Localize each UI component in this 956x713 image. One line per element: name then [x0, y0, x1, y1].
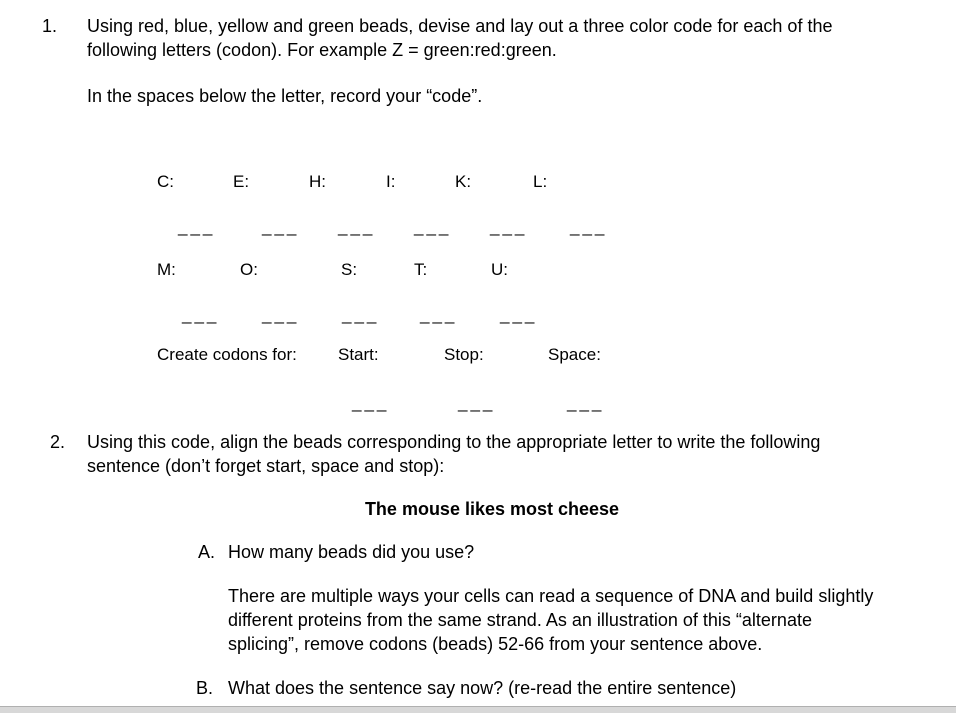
q2-line2: sentence (don’t forget start, space and stop): — [87, 456, 445, 476]
blank-m[interactable]: ___ — [182, 305, 220, 324]
letter-e: E: — [233, 172, 250, 191]
splicing-para-line1: There are multiple ways your cells can read a sequence of DNA and build slightly — [228, 586, 874, 606]
q1-number: 1. — [42, 16, 58, 36]
q2-number: 2. — [50, 432, 66, 452]
letter-h: H: — [309, 172, 326, 191]
blank-o[interactable]: ___ — [262, 305, 300, 324]
blank-t[interactable]: ___ — [420, 305, 458, 324]
letter-c: C: — [157, 172, 174, 191]
blank-l[interactable]: ___ — [570, 217, 608, 236]
letter-k: K: — [455, 172, 472, 191]
q1-line2: following letters (codon). For example Z = green:red:green. — [87, 40, 557, 60]
q2-line1: Using this code, align the beads corresponding to the appropriate letter to write the following — [87, 432, 821, 452]
splicing-para-line3: splicing”, remove codons (beads) 52-66 from your sentence above. — [228, 634, 763, 654]
codon-start-label: Start: — [338, 345, 379, 364]
codon-stop-label: Stop: — [444, 345, 484, 364]
letter-l: L: — [533, 172, 548, 191]
q2-b-text: What does the sentence say now? (re-read the entire sentence) — [228, 678, 737, 698]
blank-space[interactable]: ___ — [567, 393, 605, 412]
blank-s[interactable]: ___ — [342, 305, 380, 324]
blank-stop[interactable]: ___ — [458, 393, 496, 412]
blank-h[interactable]: ___ — [338, 217, 376, 236]
blank-e[interactable]: ___ — [262, 217, 300, 236]
letter-t: T: — [414, 260, 428, 279]
q1-line1: Using red, blue, yellow and green beads, devise and lay out a three color code for each of the — [87, 16, 833, 36]
letter-u: U: — [491, 260, 508, 279]
q2-a-text: How many beads did you use? — [228, 542, 475, 562]
q2-sentence: The mouse likes most cheese — [364, 499, 620, 519]
letter-i: I: — [386, 172, 396, 191]
blank-i[interactable]: ___ — [414, 217, 452, 236]
q2-b-label: B. — [196, 678, 214, 698]
codons-label: Create codons for: — [157, 345, 297, 364]
blank-k[interactable]: ___ — [490, 217, 528, 236]
q1-instruction: In the spaces below the letter, record your “code”. — [87, 86, 483, 106]
blank-c[interactable]: ___ — [178, 217, 216, 236]
blank-u[interactable]: ___ — [500, 305, 538, 324]
letter-s: S: — [341, 260, 358, 279]
blank-start[interactable]: ___ — [352, 393, 390, 412]
q2-a-label: A. — [198, 542, 216, 562]
letter-o: O: — [240, 260, 258, 279]
codon-space-label: Space: — [548, 345, 601, 364]
splicing-para-line2: different proteins from the same strand. As an illustration of this “alternate — [228, 610, 812, 630]
letter-m: M: — [157, 260, 176, 279]
